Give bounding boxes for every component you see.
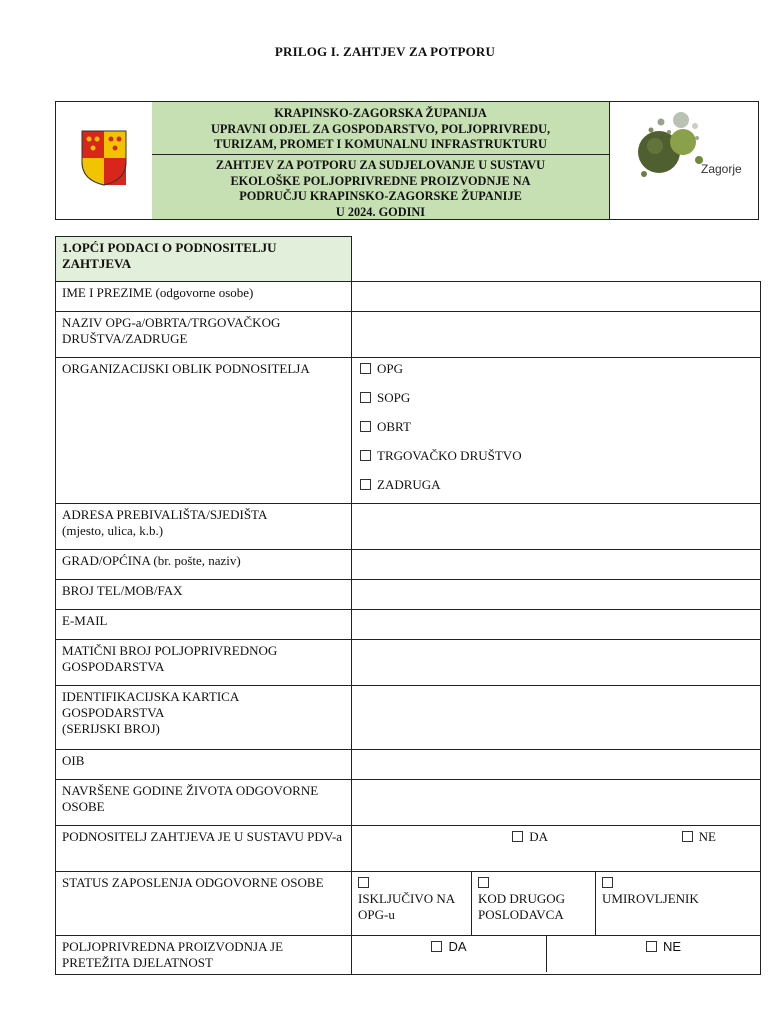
label-phone: BROJ TEL/MOB/FAX bbox=[56, 580, 352, 610]
zagorje-logo-icon bbox=[611, 102, 758, 219]
input-email[interactable] bbox=[352, 610, 761, 640]
org-name: KRAPINSKO-ZAGORSKA ŽUPANIJA UPRAVNI ODJEL ZA GOSPODARSTVO, POLJOPRIVREDU, TURIZAM, PROMET I KOMUNALNU INFRASTRUKTURU bbox=[152, 102, 609, 155]
label-oib: OIB bbox=[56, 750, 352, 780]
option-other-employer[interactable]: KOD DRUGOG POSLODAVCA bbox=[472, 872, 596, 936]
input-company[interactable] bbox=[352, 312, 761, 358]
section-title: 1.OPĆI PODACI O PODNOSITELJU ZAHTJEVA bbox=[56, 237, 352, 282]
label-address: ADRESA PREBIVALIŠTA/SJEDIŠTA (mjesto, ulica, k.b.) bbox=[56, 504, 352, 550]
option-main-activity-no[interactable]: NE bbox=[547, 936, 760, 972]
page-title: PRILOG I. ZAHTJEV ZA POTPORU bbox=[274, 44, 496, 59]
input-address[interactable] bbox=[352, 504, 761, 550]
checkbox-icon[interactable] bbox=[358, 877, 369, 888]
input-mibpg[interactable] bbox=[352, 640, 761, 686]
label-name: IME I PREZIME (odgovorne osobe) bbox=[56, 282, 352, 312]
checkbox-icon[interactable] bbox=[360, 363, 371, 374]
checkbox-icon[interactable] bbox=[360, 450, 371, 461]
input-id-card[interactable] bbox=[352, 686, 761, 750]
label-mibpg: MATIČNI BROJ POLJOPRIVREDNOG GOSPODARSTVA bbox=[56, 640, 352, 686]
input-oib[interactable] bbox=[352, 750, 761, 780]
input-city[interactable] bbox=[352, 550, 761, 580]
coat-of-arms bbox=[56, 102, 153, 219]
checkbox-icon[interactable] bbox=[431, 941, 442, 952]
checkbox-icon[interactable] bbox=[360, 479, 371, 490]
label-org-form: ORGANIZACIJSKI OBLIK PODNOSITELJA bbox=[56, 358, 352, 504]
label-company: NAZIV OPG-a/OBRTA/TRGOVAČKOG DRUŠTVA/ZADRUGE bbox=[56, 312, 352, 358]
option-vat-yes[interactable]: DA bbox=[358, 829, 548, 845]
checkbox-icon[interactable] bbox=[602, 877, 613, 888]
header-title-block bbox=[152, 102, 610, 219]
label-age: NAVRŠENE GODINE ŽIVOTA ODGOVORNE OSOBE bbox=[56, 780, 352, 826]
option-obrt[interactable]: OBRT bbox=[360, 419, 755, 435]
input-age[interactable] bbox=[352, 780, 761, 826]
org-form-options bbox=[352, 358, 761, 504]
checkbox-icon[interactable] bbox=[478, 877, 489, 888]
input-name[interactable] bbox=[352, 282, 761, 312]
checkbox-icon[interactable] bbox=[646, 941, 657, 952]
vat-options bbox=[352, 826, 761, 872]
option-exclusively-opg[interactable]: ISKLJUČIVO NA OPG-u bbox=[352, 872, 472, 936]
checkbox-icon[interactable] bbox=[360, 392, 371, 403]
option-opg[interactable]: OPG bbox=[360, 361, 755, 377]
label-vat: PODNOSITELJ ZAHTJEVA JE U SUSTAVU PDV-a bbox=[56, 826, 352, 872]
checkbox-icon[interactable] bbox=[512, 831, 523, 842]
option-zadruga[interactable]: ZADRUGA bbox=[360, 477, 755, 493]
label-id-card: IDENTIFIKACIJSKA KARTICA GOSPODARSTVA (SERIJSKI BROJ) bbox=[56, 686, 352, 750]
label-email: E-MAIL bbox=[56, 610, 352, 640]
option-vat-no[interactable]: NE bbox=[548, 829, 716, 845]
logo-text: Zagorje bbox=[701, 162, 742, 176]
checkbox-icon[interactable] bbox=[682, 831, 693, 842]
option-main-activity-yes[interactable]: DA bbox=[352, 936, 547, 972]
label-main-activity: POLJOPRIVREDNA PROIZVODNJA JE PRETEŽITA DJELATNOST bbox=[56, 936, 352, 975]
applicant-data-table bbox=[55, 236, 761, 975]
checkbox-icon[interactable] bbox=[360, 421, 371, 432]
option-trgovacko-drustvo[interactable]: TRGOVAČKO DRUŠTVO bbox=[360, 448, 755, 464]
header-box bbox=[55, 101, 759, 220]
main-activity-options bbox=[352, 936, 761, 975]
option-retired[interactable]: UMIROVLJENIK bbox=[596, 872, 761, 936]
request-title: ZAHTJEV ZA POTPORU ZA SUDJELOVANJE U SUSTAVU EKOLOŠKE POLJOPRIVREDNE PROIZVODNJE NA PODRUČJU KRAPINSKO-ZAGORSKE ŽUPANIJE U 2024. GODINI bbox=[215, 158, 546, 219]
option-sopg[interactable]: SOPG bbox=[360, 390, 755, 406]
zagorje-logo bbox=[611, 102, 758, 219]
label-city: GRAD/OPĆINA (br. pošte, naziv) bbox=[56, 550, 352, 580]
coat-of-arms-icon bbox=[81, 130, 127, 186]
input-phone[interactable] bbox=[352, 580, 761, 610]
label-employment: STATUS ZAPOSLENJA ODGOVORNE OSOBE bbox=[56, 872, 352, 936]
